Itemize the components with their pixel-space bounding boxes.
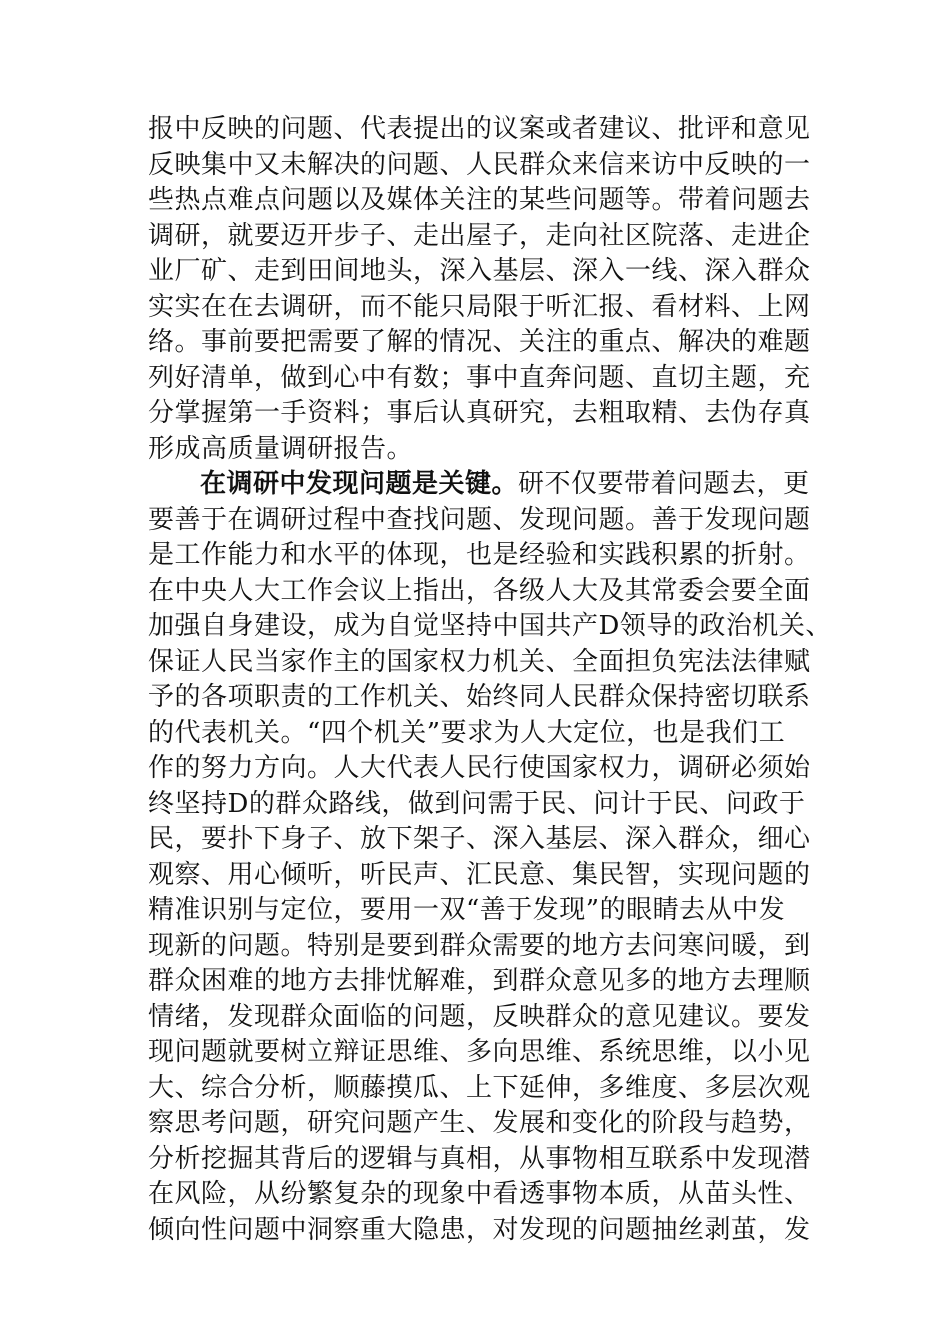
text-line: 报中反映的问题、代表提出的议案或者建议、批评和意见 [148, 114, 811, 144]
text-line: 要善于在调研过程中查找问题、发现问题。善于发现问题 [148, 504, 811, 535]
document-body [148, 112, 832, 1248]
paragraph-heading: 在调研中发现问题是关键。 [200, 469, 519, 499]
text-line: 终坚持D的群众路线，做到问需于民、问计于民、问政于 [148, 788, 806, 819]
text-line: 现新的问题。特别是要到群众需要的地方去问寒问暖，到 [148, 930, 811, 961]
text-line: 倾向性问题中洞察重大隐患，对发现的问题抽丝剥茧，发 [148, 1214, 811, 1245]
text-line: 情绪，发现群众面临的问题，反映群众的意见建议。要发 [148, 1001, 811, 1032]
text-segment: 研不仅要带着问题去，更 [518, 469, 810, 499]
text-line: 群众困难的地方去排忧解难，到群众意见多的地方去理顺 [148, 966, 811, 996]
text-line: 实实在在去调研，而不能只局限于听汇报、看材料、上网 [148, 291, 811, 322]
paragraph-first-line [148, 467, 828, 503]
text-line: 络。事前要把需要了解的情况、关注的重点、解决的难题 [148, 327, 811, 357]
text-line: 的代表机关。“四个机关”要求为人大定位，也是我们工 [148, 717, 786, 748]
text-line: 形成高质量调研报告。 [148, 433, 414, 464]
text-line: 在中央人大工作会议上指出，各级人大及其常委会要全面 [148, 575, 811, 606]
text-line: 是工作能力和水平的体现，也是经验和实践积累的折射。 [148, 540, 811, 570]
text-line: 反映集中又未解决的问题、人民群众来信来访中反映的一 [148, 149, 811, 180]
text-line: 调研，就要迈开步子、走出屋子，走向社区院落、走进企 [148, 220, 811, 251]
text-line: 保证人民当家作主的国家权力机关、全面担负宪法法律赋 [148, 646, 811, 677]
text-line: 加强自身建设，成为自觉坚持中国共产D领导的政治机关、 [148, 611, 832, 641]
text-line: 在风险，从纷繁复杂的现象中看透事物本质，从苗头性、 [148, 1179, 811, 1209]
text-line: 分析挖掘其背后的逻辑与真相，从事物相互联系中发现潜 [148, 1143, 811, 1174]
text-line: 些热点难点问题以及媒体关注的某些问题等。带着问题去 [148, 185, 811, 215]
text-line: 察思考问题，研究问题产生、发展和变化的阶段与趋势， [148, 1108, 811, 1138]
text-line: 大、综合分析，顺藤摸瓜、上下延伸，多维度、多层次观 [148, 1072, 811, 1103]
paragraph-1 [148, 112, 828, 467]
text-line: 业厂矿、走到田间地头，深入基层、深入一线、深入群众 [148, 256, 811, 286]
text-line: 作的努力方向。人大代表人民行使国家权力，调研必须始 [148, 753, 811, 783]
text-line: 民，要扑下身子、放下架子、深入基层、深入群众，细心 [148, 824, 811, 854]
text-line: 精准识别与定位，要用一双“善于发现”的眼睛去从中发 [148, 895, 786, 925]
text-line: 现问题就要树立辩证思维、多向思维、系统思维，以小见 [148, 1037, 811, 1067]
text-line: 列好清单，做到心中有数；事中直奔问题、直切主题，充 [148, 362, 811, 393]
paragraph-2 [148, 467, 832, 1248]
text-line: 予的各项职责的工作机关、始终同人民群众保持密切联系 [148, 682, 811, 712]
text-line: 分掌握第一手资料；事后认真研究，去粗取精、去伪存真 [148, 398, 811, 428]
text-line: 观察、用心倾听，听民声、汇民意、集民智，实现问题的 [148, 859, 811, 890]
